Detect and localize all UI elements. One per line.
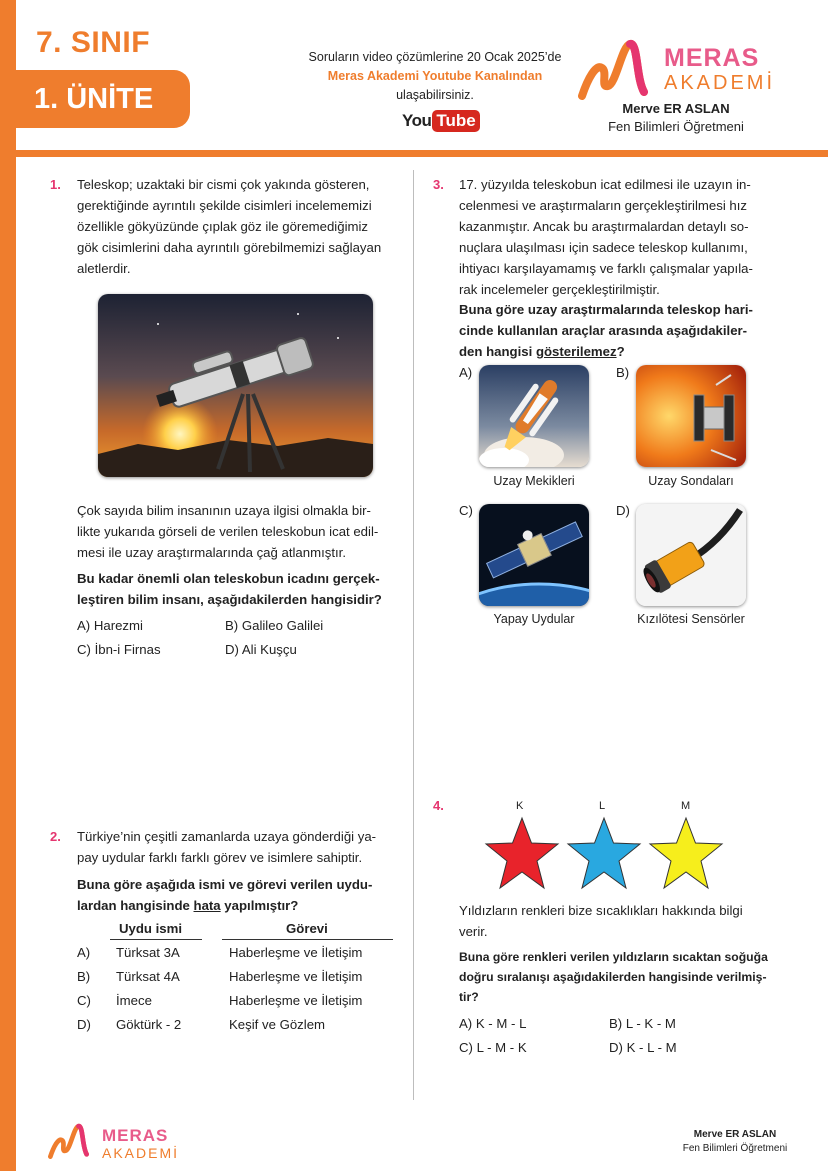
footer-teacher-name: Merve ER ASLAN xyxy=(693,1129,777,1140)
q3-option-a-image[interactable] xyxy=(479,365,589,467)
q2-line: pay uydular farklı farklı görev ve isimlere sahiptir. xyxy=(77,850,363,865)
q1-ask-line: leştiren bilim insanı, aşağıdakilerden hangisidir? xyxy=(77,592,382,607)
q3-ask-text: ? xyxy=(616,344,625,359)
footer-logo-meras: MERAS xyxy=(102,1126,169,1145)
q4-line: Yıldızların renkleri bize sıcaklıkları hakkında bilgi xyxy=(459,903,743,918)
q4-ask-line: doğru sıralanışı aşağıdakilerden hangisinde verilmiş- xyxy=(459,970,767,984)
q1-question xyxy=(77,568,395,610)
q2-col-task-rule xyxy=(222,939,393,940)
q3-ask-line: cinde kullanılan araçlar arasında aşağıdakiler- xyxy=(459,323,748,338)
q1-line: aletlerdir. xyxy=(77,261,131,276)
q3-question xyxy=(459,299,777,362)
teacher-name: Merve ER ASLAN xyxy=(622,101,730,116)
q2-col-task: Görevi xyxy=(286,921,328,936)
q1-option-a[interactable]: A) Harezmi xyxy=(77,618,143,633)
youtube-tube: Tube xyxy=(432,110,479,132)
q2-row-letter[interactable]: D) xyxy=(77,1017,91,1032)
star-k-icon xyxy=(482,816,562,892)
q3-intro xyxy=(459,174,777,300)
q2-row-task: Haberleşme ve İletişim xyxy=(229,969,363,984)
q1-number: 1. xyxy=(50,177,61,192)
q3-option-d-caption: Kızılötesi Sensörler xyxy=(637,612,745,626)
teacher-info xyxy=(600,100,752,136)
q3-option-d-image[interactable] xyxy=(636,504,746,606)
q3-line: rak incelemeler gerçekleştirilmiştir. xyxy=(459,282,660,297)
q2-ask-line: Buna göre aşağıda ismi ve görevi verilen uydu- xyxy=(77,877,373,892)
logo-text-akademi: AKADEMİ xyxy=(664,72,776,94)
q1-option-c[interactable]: C) İbn-i Firnas xyxy=(77,642,161,657)
q2-ask-emphasis: hata xyxy=(193,898,221,913)
q2-ask-text: yapılmıştır? xyxy=(220,898,299,913)
q3-option-b-image[interactable] xyxy=(636,365,746,467)
q3-option-a-letter[interactable]: A) xyxy=(459,365,473,380)
logo-text-meras: MERAS xyxy=(664,44,760,72)
header-divider xyxy=(16,150,828,157)
q1-context xyxy=(77,500,395,563)
q3-option-b-letter[interactable]: B) xyxy=(616,365,630,380)
q4-question xyxy=(459,947,779,1007)
notice-channel[interactable]: Meras Akademi Youtube Kanalından xyxy=(327,69,543,83)
q4-option-d[interactable]: D) K - L - M xyxy=(609,1040,677,1055)
footer-teacher-title: Fen Bilimleri Öğretmeni xyxy=(682,1143,788,1154)
left-accent-bar xyxy=(0,0,16,1171)
q1-ask-line: Bu kadar önemli olan teleskobun icadını gerçek- xyxy=(77,571,380,586)
teacher-title: Fen Bilimleri Öğretmeni xyxy=(608,119,744,134)
star-m-icon xyxy=(646,816,726,892)
q2-ask-line xyxy=(77,895,395,916)
q1-line: gerektiğinde ayrıntılı şekilde cisimleri incelememizi xyxy=(77,198,372,213)
star-l-icon xyxy=(564,816,644,892)
q2-question xyxy=(77,874,395,916)
q4-option-c[interactable]: C) L - M - K xyxy=(459,1040,527,1055)
star-label-l: L xyxy=(599,800,606,812)
telescope-photo xyxy=(98,294,373,477)
q3-option-c-caption: Yapay Uydular xyxy=(493,612,575,626)
q4-ask-line: Buna göre renkleri verilen yıldızların sıcaktan soğuğa xyxy=(459,950,768,964)
q3-ask-text: den hangisi xyxy=(459,344,536,359)
q2-row-name: Türksat 3A xyxy=(116,945,180,960)
q3-option-a-caption: Uzay Mekikleri xyxy=(493,474,575,488)
q3-option-c-image[interactable] xyxy=(479,504,589,606)
q3-line: nuçlara ulaşılması için sadece teleskop kullanımı, xyxy=(459,240,748,255)
q2-col-name-rule xyxy=(110,939,202,940)
q1-option-d[interactable]: D) Ali Kuşçu xyxy=(225,642,297,657)
q2-row-task: Haberleşme ve İletişim xyxy=(229,945,363,960)
q2-row-name: Türksat 4A xyxy=(116,969,180,984)
unit-badge xyxy=(16,70,190,128)
grade-label: 7. SINIF xyxy=(36,26,151,59)
q3-line: celenmesi ve araştırmaların gerçekleştirilmesi hız xyxy=(459,198,748,213)
q3-option-c-letter[interactable]: C) xyxy=(459,503,473,518)
star-label-k: K xyxy=(516,800,524,812)
q1-line: Çok sayıda bilim insanının uzaya ilgisi olmakla bir- xyxy=(77,503,371,518)
q4-option-a[interactable]: A) K - M - L xyxy=(459,1016,527,1031)
q3-line: kazanmıştır. Ancak bu araştırmalardan detaylı so- xyxy=(459,219,749,234)
unit-label: 1. ÜNİTE xyxy=(34,82,154,115)
q3-number: 3. xyxy=(433,177,444,192)
q2-row-name: İmece xyxy=(116,993,152,1008)
q4-line: verir. xyxy=(459,924,488,939)
meras-logo-icon xyxy=(578,38,660,104)
q2-intro xyxy=(77,826,395,868)
q4-number: 4. xyxy=(433,798,444,813)
q1-intro xyxy=(77,174,395,279)
q3-line: ihtiyacı karşılayamamış ve farklı çalışmalar yapıla- xyxy=(459,261,753,276)
q2-number: 2. xyxy=(50,829,61,844)
q4-option-b[interactable]: B) L - K - M xyxy=(609,1016,676,1031)
youtube-logo[interactable] xyxy=(402,110,480,132)
notice-line-1: Soruların video çözümlerine 20 Ocak 2025’de xyxy=(308,50,562,64)
column-divider xyxy=(413,170,414,1100)
q1-option-b[interactable]: B) Galileo Galilei xyxy=(225,618,324,633)
q2-row-letter[interactable]: C) xyxy=(77,993,91,1008)
q1-line: özellikle gökyüzünde çıplak göz ile göremediğimiz xyxy=(77,219,369,234)
q3-ask-line xyxy=(459,341,777,362)
q4-ask-line: tir? xyxy=(459,990,479,1004)
q2-row-name: Göktürk - 2 xyxy=(116,1017,182,1032)
star-label-m: M xyxy=(681,800,691,812)
video-notice xyxy=(290,48,580,105)
youtube-you: You xyxy=(402,111,432,130)
footer-logo-akademi: AKADEMİ xyxy=(102,1145,180,1161)
q2-row-letter[interactable]: A) xyxy=(77,945,91,960)
q2-line: Türkiye’nin çeşitli zamanlarda uzaya gönderdiği ya- xyxy=(77,829,377,844)
q2-row-task: Keşif ve Gözlem xyxy=(229,1017,326,1032)
q3-ask-line: Buna göre uzay araştırmalarında teleskop hari- xyxy=(459,302,753,317)
q1-line: gök cisimlerini daha ayrıntılı görebilmemizi sağlayan xyxy=(77,240,382,255)
q1-line: mesi ile uzay araştırmalarında çağ atlanmıştır. xyxy=(77,545,346,560)
q2-row-task: Haberleşme ve İletişim xyxy=(229,993,363,1008)
q1-line: Teleskop; uzaktaki bir cismi çok yakında gösteren, xyxy=(77,177,370,192)
footer-teacher xyxy=(660,1128,810,1156)
q2-ask-text: lardan hangisinde xyxy=(77,898,194,913)
footer-logo-icon xyxy=(48,1122,96,1162)
q1-line: likte yukarıda görseli de verilen teleskobun icat edil- xyxy=(77,524,379,539)
q3-line: 17. yüzyılda teleskobun icat edilmesi ile uzayın in- xyxy=(459,177,751,192)
q3-option-b-caption: Uzay Sondaları xyxy=(648,474,734,488)
notice-line-3: ulaşabilirsiniz. xyxy=(396,88,474,102)
q4-intro xyxy=(459,900,777,942)
q2-row-letter[interactable]: B) xyxy=(77,969,91,984)
q2-col-name: Uydu ismi xyxy=(119,921,183,936)
q3-ask-emphasis: gösterilemez xyxy=(535,344,617,359)
q3-option-d-letter[interactable]: D) xyxy=(616,503,630,518)
